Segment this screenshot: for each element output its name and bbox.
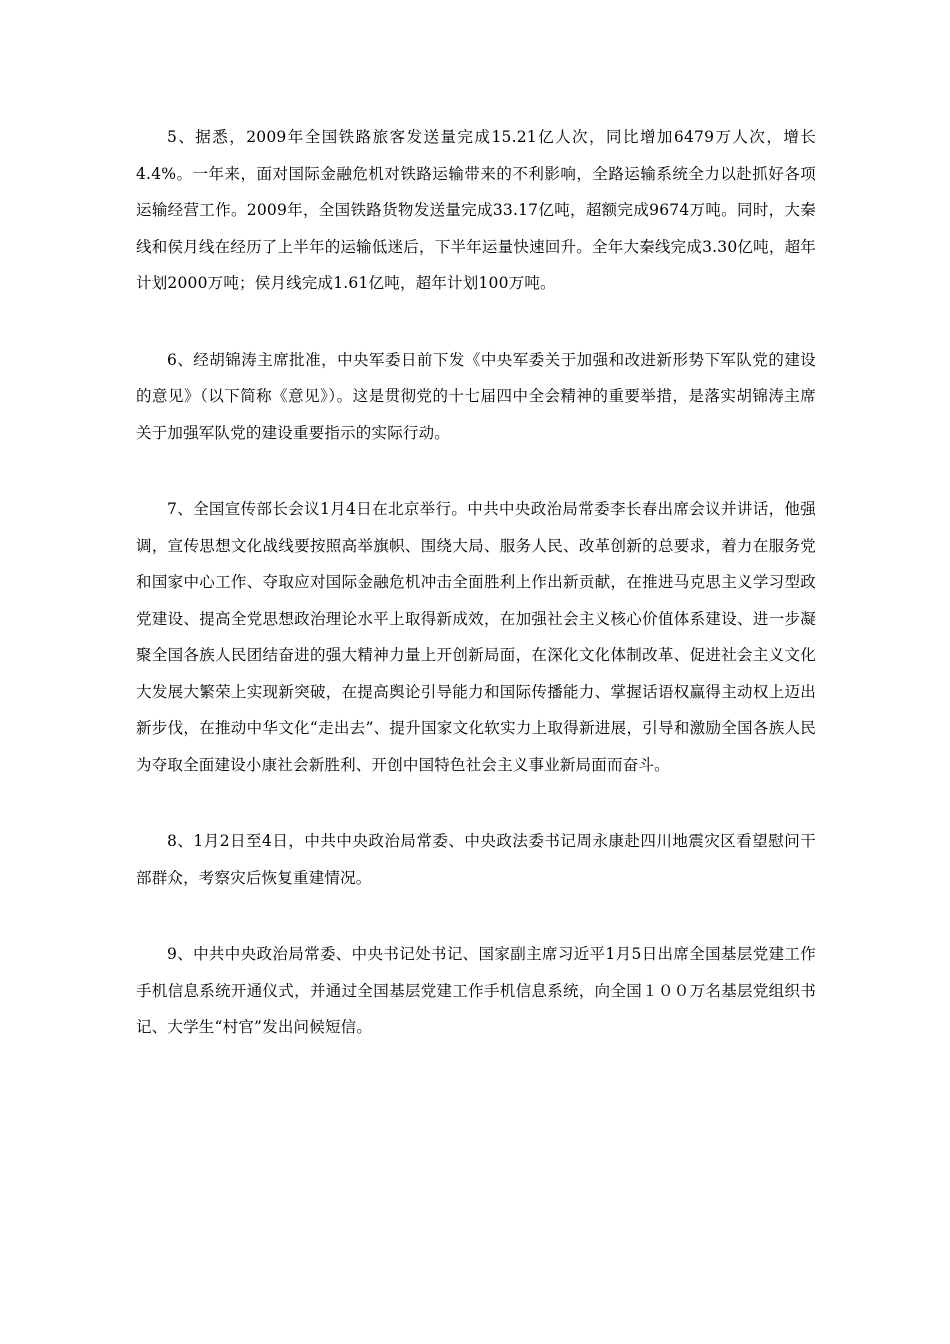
paragraph-item-6: 6、经胡锦涛主席批准，中央军委日前下发《中央军委关于加强和改进新形势下军队党的建设的意见》（以下简称《意见》）。这是贯彻党的十七届四中全会精神的重要举措，是落实胡锦涛主席关于加强军队党的建设重要指示的实际行动。 bbox=[136, 350, 816, 442]
paragraph-item-7: 7、全国宣传部长会议1月4日在北京举行。中共中央政治局常委李长春出席会议并讲话，他强调，宣传思想文化战线要按照高举旗帜、围绕大局、服务人民、改革创新的总要求，着力在服务党和国家中心工作、夺取应对国际金融危机冲击全面胜利上作出新贡献，在推进马克思主义学习型政党建设、提高全党思想政治理论水平上取得新成效，在加强社会主义核心价值体系建设、进一步凝聚全国各族人民团结奋进的强大精神力量上开创新局面，在深化文化体制改革、促进社会主义文化大发展大繁荣上实现新突破，在提高舆论引导能力和国际传播能力、掌握话语权赢得主动权上迈出新步伐，在推动中华文化“走出去”、提升国家文化软实力上取得新进展，引导和激励全国各族人民为夺取全面建设小康社会新胜利、开创中国特色社会主义事业新局面而奋斗。 bbox=[136, 500, 816, 774]
paragraph-item-8: 8、1月2日至4日，中共中央政治局常委、中央政法委书记周永康赴四川地震灾区看望慰问干部群众，考察灾后恢复重建情况。 bbox=[136, 832, 816, 887]
document-body bbox=[136, 119, 816, 1046]
paragraph-item-9: 9、中共中央政治局常委、中央书记处书记、国家副主席习近平1月5日出席全国基层党建工作手机信息系统开通仪式，并通过全国基层党建工作手机信息系统，向全国１００万名基层党组织书记、大学生“村官”发出问候短信。 bbox=[136, 945, 816, 1036]
paragraph-item-5: 5、据悉，2009年全国铁路旅客发送量完成15.21亿人次，同比增加6479万人次，增长4.4%。一年来，面对国际金融危机对铁路运输带来的不利影响，全路运输系统全力以赴抓好各项运输经营工作。2009年，全国铁路货物发送量完成33.17亿吨，超额完成9674万吨。同时，大秦线和侯月线在经历了上半年的运输低迷后，下半年运量快速回升。全年大秦线完成3.30亿吨，超年计划2000万吨；侯月线完成1.61亿吨，超年计划100万吨。 bbox=[136, 128, 816, 292]
